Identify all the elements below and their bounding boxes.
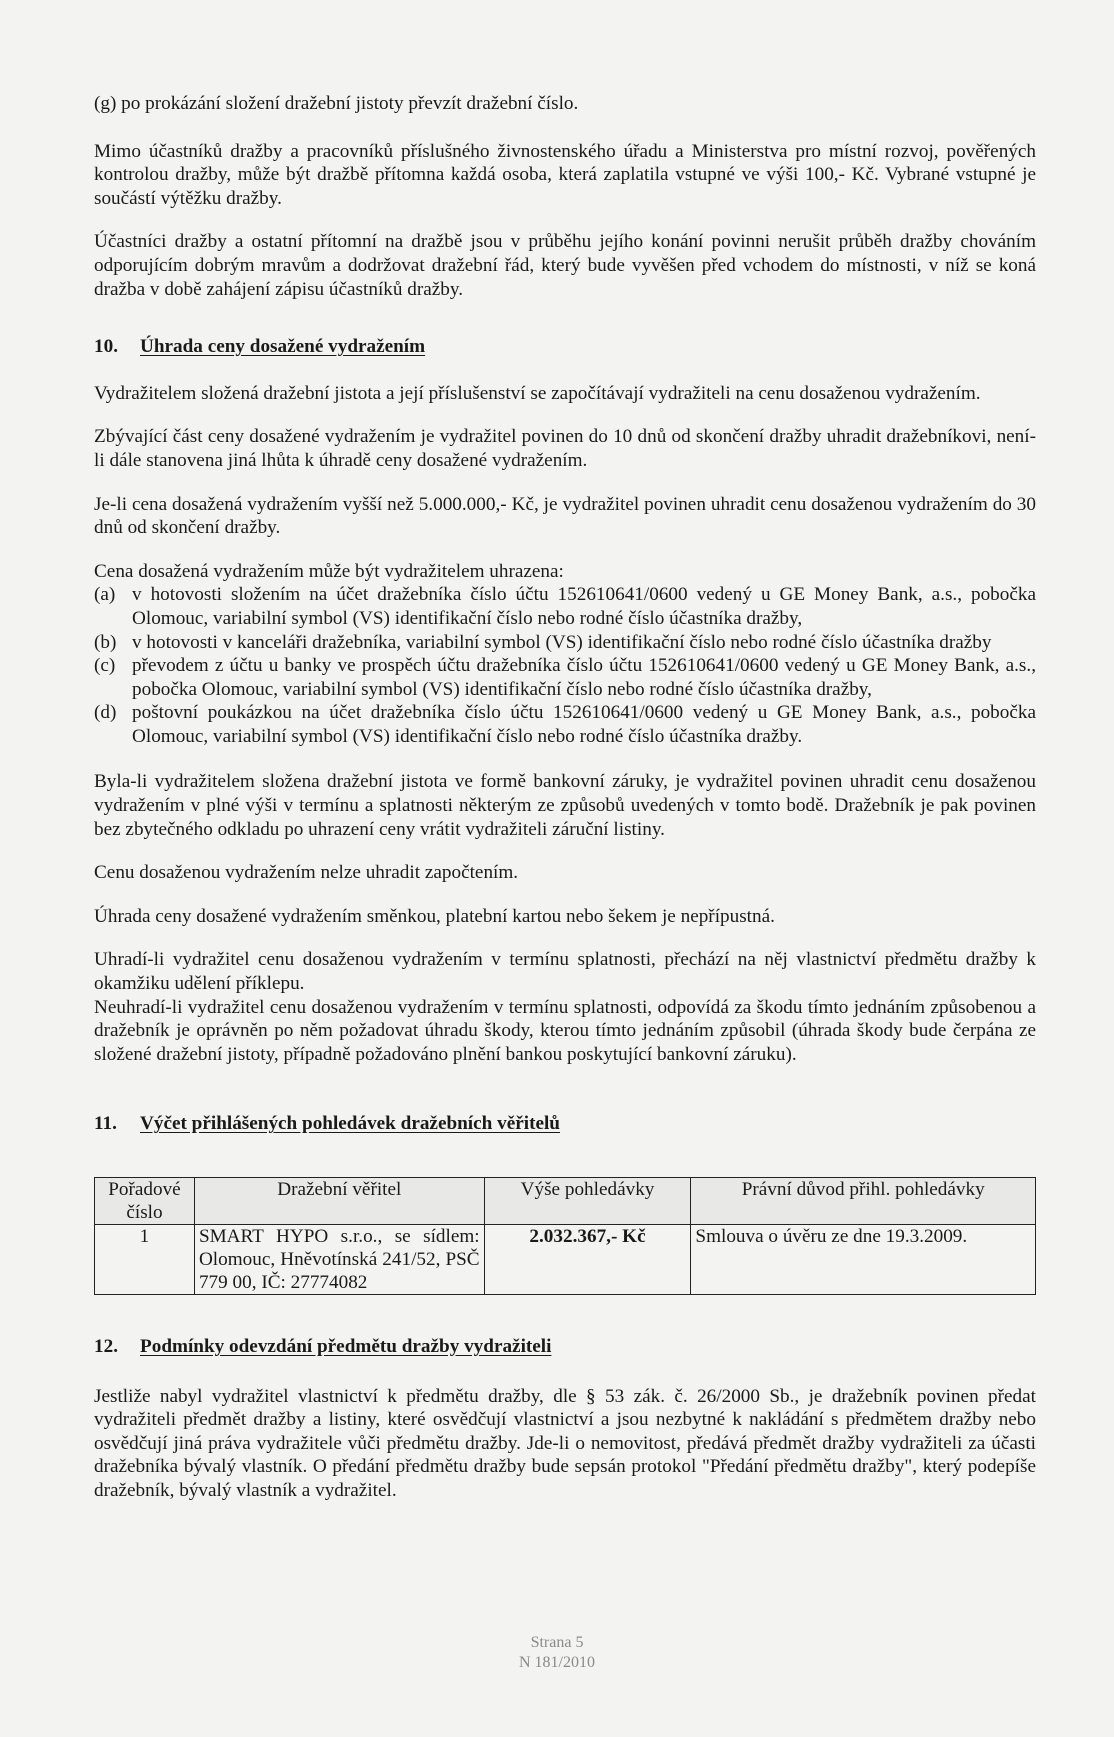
paragraph-10-5: Byla-li vydražitelem složena dražební jistota ve formě bankovní záruky, je vydražitel povinen uhradit cenu dosaženou vydražením v plné výši v termínu a splatnosti některým ze způsobů uvedených v tomto bodě. Dražebník je pak povinen bez zbytečného odkladu po uhrazení ceny vrátit vydražiteli záruční listiny. [94,771,1036,840]
paragraph-10-4: Cena dosažená vydražením může být vydražitelem uhrazena: [94,560,564,582]
table-cell-legal-basis: Smlouva o úvěru ze dne 19.3.2009. [691,1225,1036,1295]
section-11-heading [94,1112,1036,1136]
list-item-label: (c) [94,655,116,677]
table-header-cell: Dražební věřitel [194,1178,484,1225]
case-reference: N 181/2010 [519,1654,595,1671]
list-item-label: (d) [94,702,117,724]
list-item [94,583,1036,630]
paragraph-mimo: Mimo účastníků dražby a pracovníků příslušného živnostenského úřadu a Ministerstva pro místní rozvoj, pověřených kontrolou dražby, může být dražbě přítomna každá osoba, která zaplatila vstupné ve výši 100,- Kč. Vybrané vstupné je součástí výtěžku dražby. [94,140,1036,209]
section-10-title: Úhrada ceny dosažené vydražením [140,336,426,358]
paragraph-10-6: Cenu dosaženou vydražením nelze uhradit započtením. [94,862,519,884]
section-10-heading [94,335,1036,359]
list-item-label: (a) [94,584,116,606]
table-cell-order: 1 [95,1225,195,1295]
section-11-number: 11. [94,1113,117,1135]
payment-methods-list [94,583,1036,748]
list-item-text: poštovní poukázkou na účet dražebníka číslo účtu 152610641/0600 vedený u GE Money Bank, a.s., pobočka Olomouc, variabilní symbol (VS) identifikační číslo nebo rodné číslo účastníka dražby. [132,702,1036,747]
list-item-text: v hotovosti v kanceláři dražebníka, variabilní symbol (VS) identifikační číslo nebo rodné číslo účastníka dražby [132,631,992,653]
claims-table [94,1177,1036,1295]
list-item-text: převodem z účtu u banky ve prospěch účtu dražebníka číslo účtu 152610641/0600 vedený u GE Money Bank, a.s., pobočka Olomouc, variabilní symbol (VS) identifikační číslo nebo rodné číslo účastníka dražby, [132,655,1036,700]
paragraph-10-8: Uhradí-li vydražitel cenu dosaženou vydražením v termínu splatnosti, přechází na něj vlastnictví předmětu dražby k okamžiku udělení příklepu. [94,949,1036,995]
table-cell-creditor: SMART HYPO s.r.o., se sídlem: Olomouc, Hněvotínská 241/52, PSČ 779 00, IČ: 27774082 [194,1225,484,1295]
list-item [94,631,1036,655]
paragraph-12-1: Jestliže nabyl vydražitel vlastnictví k předmětu dražby, dle § 53 zák. č. 26/2000 Sb., je dražebník povinen předat vydražiteli předmět dražby a listiny, které osvědčují vlastnictví a jsou nezbytné k nakládání s předmětem dražby nebo osvědčují jiná práva vydražitele vůči předmětu dražby. Jde-li o nemovitost, předává předmět dražby vydražiteli za účasti dražebníka bývalý vlastník. O předání předmětu dražby bude sepsán protokol "Předání předmětu dražby", který podepíše dražebník, bývalý vlastník a vydražitel. [94,1385,1036,1501]
paragraph-10-1: Vydražitelem složená dražební jistota a její příslušenství se započítávají vydražiteli na cenu dosaženou vydražením. [94,382,981,404]
page-footer [0,1633,1114,1673]
table-header-cell: Pořadové číslo [95,1178,195,1225]
list-item [94,654,1036,701]
paragraph-ucastnici: Účastníci dražby a ostatní přítomní na dražbě jsou v průběhu jejího konání povinni nerušit průběh dražby chováním odporujícím dobrým mravům a dodržovat dražební řád, který bude vyvěšen před vchodem do místnosti, v níž se koná dražba v době zahájení zápisu účastníků dražby. [94,231,1036,300]
section-11-title: Výčet přihlášených pohledávek dražebních věřitelů [140,1113,560,1135]
section-12-heading [94,1335,1036,1359]
section-10-number: 10. [94,336,118,358]
paragraph-10-2: Zbývající část ceny dosažené vydražením je vydražitel povinen do 10 dnů od skončení dražby uhradit dražebníkovi, není-li dále stanovena jiná lhůta k úhradě ceny dosažené vydražením. [94,426,1036,471]
list-item [94,701,1036,748]
paragraph-10-9: Neuhradí-li vydražitel cenu dosaženou vydražením v termínu splatnosti, odpovídá za škodu tímto jednáním způsobenou a dražebník je oprávněn po něm požadovat úhradu škody, kterou tímto jednáním způsobil (úhrada škody bude čerpána ze složené dražební jistoty, případně požadováno plnění bankou poskytující bankovní záruku). [94,996,1036,1065]
table-header-row [95,1178,1036,1225]
table-header-cell: Výše pohledávky [484,1178,691,1225]
list-item-text: v hotovosti složením na účet dražebníka číslo účtu 152610641/0600 vedený u GE Money Bank, a.s., pobočka Olomouc, variabilní symbol (VS) identifikační číslo nebo rodné číslo účastníka dražby, [132,584,1036,629]
paragraph-10-7: Úhrada ceny dosažené vydražením směnkou, platební kartou nebo šekem je nepřípustná. [94,905,775,927]
page-number: Strana 5 [530,1634,584,1651]
table-row [95,1225,1036,1295]
paragraph-10-3: Je-li cena dosažená vydražením vyšší než 5.000.000,- Kč, je vydražitel povinen uhradit cenu dosaženou vydražením do 30 dnů od skončení dražby. [94,493,1036,539]
table-cell-amount: 2.032.367,- Kč [484,1225,691,1295]
table-header-cell: Právní důvod přihl. pohledávky [691,1178,1036,1225]
list-item-label: (b) [94,631,117,653]
section-12-number: 12. [94,1336,118,1357]
section-12-title: Podmínky odevzdání předmětu dražby vydražiteli [140,1336,552,1357]
paragraph-g: (g) po prokázání složení dražební jistoty převzít dražební číslo. [94,93,579,114]
